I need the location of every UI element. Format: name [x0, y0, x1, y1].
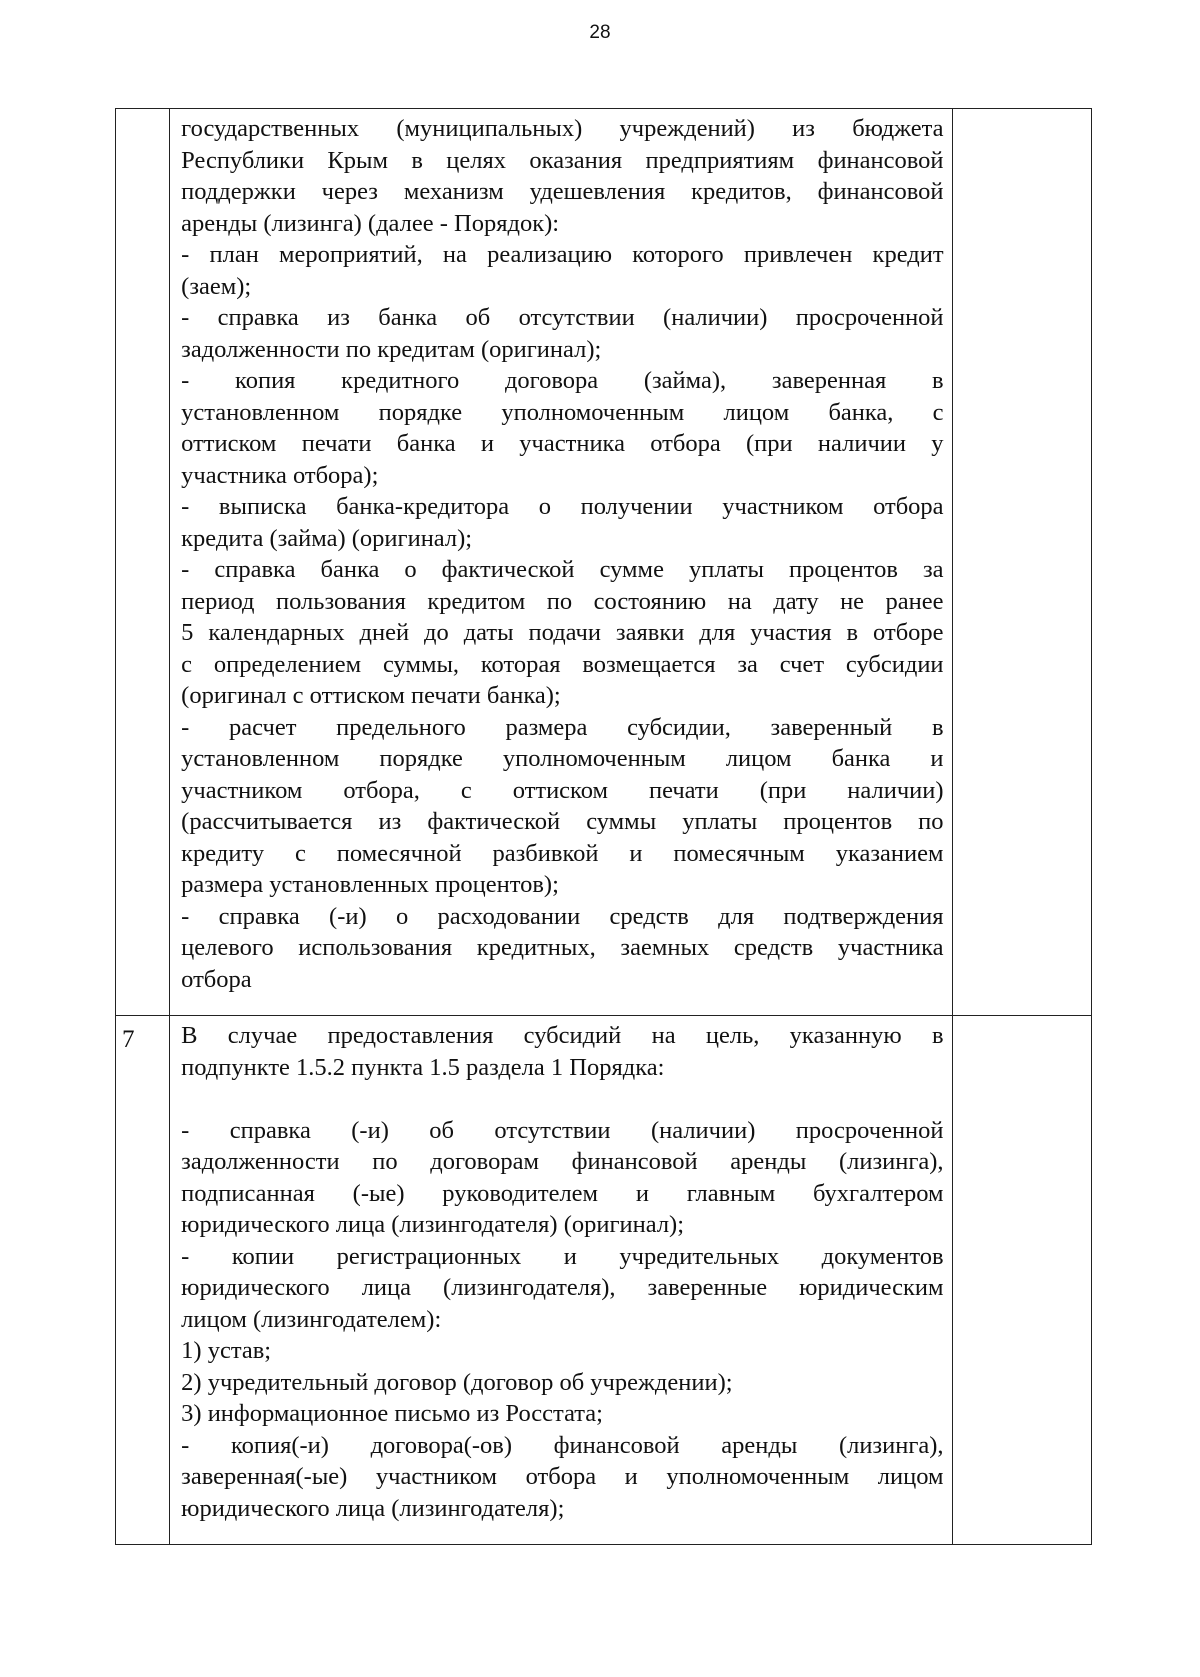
text-line: 2) учредительный договор (договор об учреждении); — [181, 1368, 733, 1396]
row-number-cell — [116, 109, 170, 1016]
text-line: - копии регистрационных и учредительных документов — [181, 1242, 944, 1270]
text-line: Республики Крым в целях оказания предприятиям финансовой — [181, 146, 944, 174]
text-line: подпункте 1.5.2 пункта 1.5 раздела 1 Порядка: — [181, 1053, 665, 1081]
text-line: (оригинал с оттиском печати банка); — [181, 682, 561, 709]
text-line: юридического лица (лизингодателя), заверенные юридическим — [181, 1274, 944, 1301]
text-line: - справка (-и) об отсутствии (наличии) просроченной — [181, 1116, 944, 1144]
text-line: отбора — [181, 965, 252, 993]
text-line: (рассчитывается из фактической суммы уплаты процентов по — [181, 808, 944, 835]
text-line: участником отбора, с оттиском печати (при наличии) — [181, 776, 944, 804]
text-line: аренды (лизинга) (далее - Порядок): — [181, 209, 560, 237]
page-number: 28 — [589, 22, 611, 43]
text-line: задолженности по кредитам (оригинал); — [181, 335, 602, 363]
text-line: с определением суммы, которая возмещается за счет субсидии — [181, 650, 944, 678]
text-line: (заем); — [181, 272, 252, 300]
notes-cell — [952, 109, 1091, 1016]
text-line: целевого использования кредитных, заемных средств участника — [181, 934, 944, 961]
text-line: - план мероприятий, на реализацию которого привлечен кредит — [181, 241, 944, 268]
text-line: участника отбора); — [181, 461, 379, 489]
text-line: лицом (лизингодателем): — [181, 1305, 442, 1333]
text-line: установленном порядке уполномоченным лицом банка, с — [181, 398, 944, 426]
text-line: 1) устав; — [181, 1337, 272, 1364]
text-line: - справка (-и) о расходовании средств для подтверждения — [181, 902, 944, 930]
text-line: - расчет предельного размера субсидии, заверенный в — [181, 713, 944, 741]
text-line: задолженности по договорам финансовой аренды (лизинга), — [181, 1148, 944, 1175]
table-row — [116, 1016, 1092, 1545]
text-line: установленном порядке уполномоченным лицом банка и — [181, 745, 944, 772]
text-line: юридического лица (лизингодателя); — [181, 1494, 565, 1522]
text-line: кредита (займа) (оригинал); — [181, 524, 473, 552]
text-line: - копия(-и) договора(-ов) финансовой аренды (лизинга), — [181, 1431, 944, 1459]
text-line: 5 календарных дней до даты подачи заявки для участия в отборе — [181, 619, 944, 646]
text-line: - справка банка о фактической сумме уплаты процентов за — [181, 556, 944, 583]
text-line: 3) информационное письмо из Росстата; — [181, 1400, 603, 1427]
text-line: - выписка банка-кредитора о получении участником отбора — [181, 493, 944, 520]
text-line: оттиском печати банка и участника отбора (при наличии у — [181, 430, 944, 457]
text-line: государственных (муниципальных) учреждений) из бюджета — [181, 115, 944, 142]
blank-line — [181, 1083, 943, 1115]
text-line: подписанная (-ые) руководителем и главным бухгалтером — [181, 1179, 944, 1207]
requirements-cell — [170, 1016, 952, 1545]
text-line: заверенная(-ые) участником отбора и уполномоченным лицом — [181, 1463, 944, 1490]
text-line: - копия кредитного договора (займа), заверенная в — [181, 367, 944, 394]
document-table — [115, 108, 1092, 1545]
text-line: - справка из банка об отсутствии (наличии) просроченной — [181, 304, 944, 331]
table-row — [116, 109, 1092, 1016]
requirements-cell — [170, 109, 952, 1016]
notes-cell — [952, 1016, 1091, 1545]
text-line: В случае предоставления субсидий на цель, указанную в — [181, 1022, 944, 1049]
text-line: период пользования кредитом по состоянию на дату не ранее — [181, 587, 944, 615]
text-line: размера установленных процентов); — [181, 871, 559, 898]
text-line: поддержки через механизм удешевления кредитов, финансовой — [181, 178, 944, 205]
text-line: юридического лица (лизингодателя) (оригинал); — [181, 1211, 685, 1238]
text-line: кредиту с помесячной разбивкой и помесячным указанием — [181, 839, 944, 867]
row-number-cell: 7 — [116, 1016, 170, 1545]
